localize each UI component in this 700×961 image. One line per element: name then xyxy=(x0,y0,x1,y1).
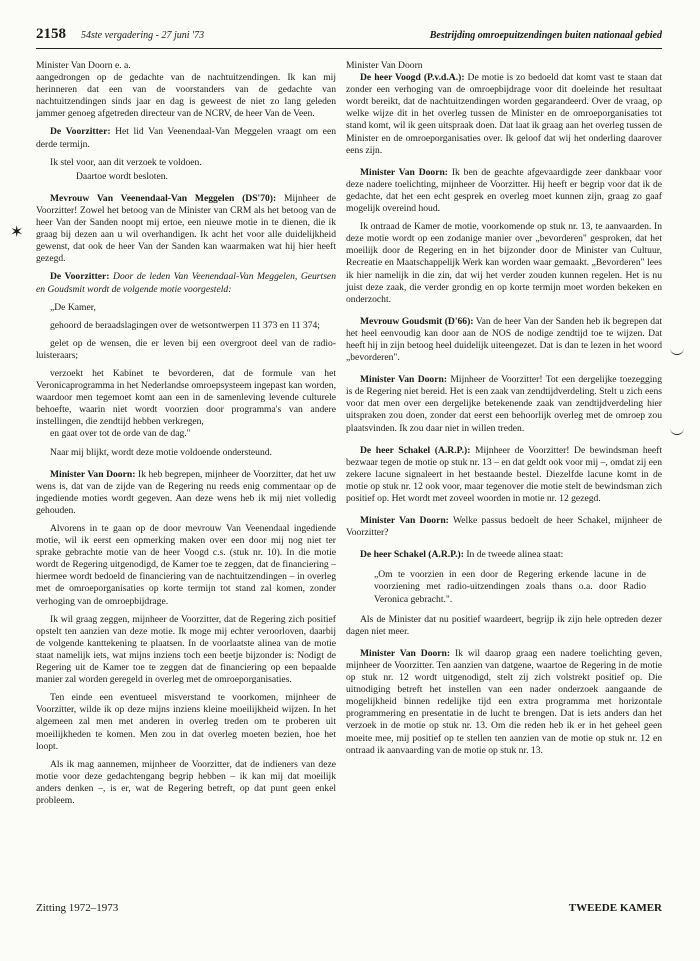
page-subject: Bestrijding omroepuitzendingen buiten nationaal gebied xyxy=(429,30,662,41)
paragraph: Als ik mag aannemen, mijnheer de Voorzitter, dat de indieners van deze motie voor deze gedachtengang begrip hebben – ik kan mij dat moeilijk anders denken –, is er, wat de Regering betreft, op dat punt geen enkel probleem. xyxy=(36,758,336,806)
margin-curve-mark xyxy=(670,428,684,435)
page-header xyxy=(36,28,662,49)
motion-line: gehoord de beraadslagingen over de wetsontwerpen 11 373 en 11 374; xyxy=(50,319,320,331)
speaker-name: De Voorzitter: xyxy=(50,271,110,283)
speaker-heading: Minister Van Doorn xyxy=(346,60,423,71)
speaker-name: De heer Schakel (A.R.P.): xyxy=(360,444,471,456)
paragraph: De heer Schakel (A.R.P.): Mijnheer de Voorzitter! De bewindsman heeft bezwaar tegen de motie op stuk nr. 13 – en dat geldt ook voor mij –, omdat zij een zekere lacune signaleert in het bestaande bestel. Diezelfde lacune komt in de motie op stuk nr. 12 ook voor, maar tegenover die motie stelt de bewindsman zich positief op. Het wordt met zoveel woorden in motie nr. 12 gezegd. xyxy=(346,444,662,504)
speaker-name: Minister Van Doorn: xyxy=(360,166,448,178)
page-number: 2158 xyxy=(36,26,66,42)
paragraph: Minister Van Doorn: Ik heb begrepen, mijnheer de Voorzitter, dat het uw wens is, dat van de zijde van de Regering nu reeds enig commentaar op de ingediende moties wordt gegeven. Aan deze wens heb ik mij niet volledig gehouden. xyxy=(36,468,336,516)
paragraph: Minister Van Doorn: Ik ben de geachte afgevaardigde zeer dankbaar voor deze nadere toelichting, mijnheer de Voorzitter. Hij heeft er begrip voor dat ik de gedachte, dat het een echt gesprek en overleg moet kunnen zijn, graag zo gaaf mogelijk overeind houd. xyxy=(346,166,662,215)
motion-line: en gaat over tot de orde van de dag." xyxy=(50,428,191,440)
paragraph: De Voorzitter: Door de leden Van Veenendaal-Van Meggelen, Geurtsen en Goudsmit wordt de volgende motie voorgesteld: xyxy=(36,271,336,295)
speaker-name: Minister Van Doorn: xyxy=(360,647,451,659)
left-column xyxy=(36,60,336,813)
speaker-name: Minister Van Doorn: xyxy=(360,374,448,386)
speaker-name: Minister Van Doorn: xyxy=(50,468,136,480)
paragraph: Mevrouw Van Veenendaal-Van Meggelen (DS'70): Mijnheer de Voorzitter! Zowel het betoog van de Minister van CRM als het betoog van de heer Van der Sanden noopt mij ertoe, een nieuwe motie in te dienen, die ik graag bij dezen aan u wil overhandigen. Ik acht het voor alle duidelijkheid gewenst, dat ook de heer Van der Sanden kan waarmaken wat hij hier heeft gezegd. xyxy=(36,192,336,265)
paragraph: Naar mij blijkt, wordt deze motie voldoende ondersteund. xyxy=(50,446,272,458)
paragraph: Als de Minister dat nu positief waardeert, begrijp ik zijn hele optreden dezer dagen niet meer. xyxy=(346,613,662,637)
speaker-heading: Minister Van Doorn e. a. xyxy=(36,60,131,71)
paragraph: Mevrouw Goudsmit (D'66): Van de heer Van der Sanden heb ik begrepen dat het heel eenvoudig kan door aan de NOS de nodige zendtijd toe te wijzen. Dat heeft hij in zijn betoog heel duidelijk uiteengezet. Dat is dan te lezen in het woord „bevorderen". xyxy=(346,315,662,364)
motion-line: verzoekt het Kabinet te bevorderen, dat de formule van het Veronicaprogramma in het Nederlandse omroepsysteem ingepast kan worden, waardoor men tegemoet komt aan een in de samenleving levende culturele behoefte, waarin niet wordt voorzien door programma's van andere instellingen, die zendtijd hebben verkregen, xyxy=(36,367,336,428)
paragraph: De Voorzitter: Het lid Van Veenendaal-Van Meggelen vraagt om een derde termijn. xyxy=(36,126,336,150)
quoted-passage: „Om te voorzien in een door de Regering erkende lacune in de voorziening met radio-uitzendingen zoals thans o.a. door Radio Veronica gebracht.". xyxy=(374,569,646,605)
speaker-name: De heer Voogd (P.v.d.A.): xyxy=(360,72,465,84)
paragraph: Daartoe wordt besloten. xyxy=(76,170,168,182)
motion-line: „De Kamer, xyxy=(50,301,96,313)
paragraph: Ik ontraad de Kamer de motie, voorkomende op stuk nr. 13, te aanvaarden. In deze motie wordt op een zodanige manier over „bevorderen" gesproken, dat het moeilijk door de Regering en in het bijzonder door de Minister van Cultuur, Recreatie en Maatschappelijk Werk kan worden waar gemaakt. „Bevorderen" lees ik hier namelijk in die zin, dat wij het verder zouden kunnen regelen. Het is nu juist deze zaak, die verder grondig en op korte termijn moet worden bekeken en onderzocht. xyxy=(346,221,662,305)
paragraph: Ik stel voor, aan dit verzoek te voldoen. xyxy=(50,156,202,168)
margin-asterisk-mark: ✶ xyxy=(10,224,24,241)
chamber-label: TWEEDE KAMER xyxy=(568,902,662,914)
paragraph: Ik wil graag zeggen, mijnheer de Voorzitter, dat de Regering zich positief opstelt ten aanzien van deze motie. Ik moge mij echter veroorloven, daarbij de volgende kanttekening te plaatsen. In de voorlaatste alinea van de motie staat namelijk iets, wat mijns inziens toch een beetje bijzonder is: Nodigt de Regering uit de Kamer toe te zeggen dat de financiering op een bepaalde manier zal worden geregeld in overleg met de omroeporganisaties. xyxy=(36,613,336,686)
paragraph: aangedrongen op de gedachte van de nachtuitzendingen. Ik kan mij herinneren dat een van de voorstanders van de gedachte van nachtuitzendingen sinds jaar en dag is geweest de niet zo lang geleden jammer genoeg afgetreden directeur van de NCRV, de heer Van de Veen. xyxy=(36,72,336,120)
right-column xyxy=(346,60,662,763)
speaker-name: De Voorzitter: xyxy=(50,126,111,138)
speaker-name: Mevrouw Goudsmit (D'66): xyxy=(360,315,474,327)
paragraph: Minister Van Doorn: Mijnheer de Voorzitter! Tot een dergelijke toezegging is de Regering niet bereid. Het is een zaak van zendtijdverdeling. Stelt u zich eens voor dat men over een dergelijke betekenende zaak van zendtijdverdeling hier uitspraken zou doen, zonder dat eerst een behoorlijk overleg met de omroep zou plaatsvinden. Ik zou daar niet in willen treden. xyxy=(346,374,662,434)
paragraph: De heer Schakel (A.R.P.): In de tweede alinea staat: xyxy=(360,549,564,561)
meeting-info: 54ste vergadering - 27 juni '73 xyxy=(81,30,205,41)
speaker-name: Minister Van Doorn: xyxy=(360,515,449,527)
paragraph: Ten einde een eventueel misverstand te voorkomen, mijnheer de Voorzitter, wilde ik op deze mijns inziens kleine moeilijkheid wijzen. In het algemeen zal men met anderen in overleg treden om te proberen uit moeilijkheden te komen. Men zou in dat overleg moeten bezien, hoe het loopt. xyxy=(36,692,336,752)
paragraph: Minister Van Doorn: Welke passus bedoelt de heer Schakel, mijnheer de Voorzitter? xyxy=(346,515,662,539)
motion-line: gelet op de wensen, die er leven bij een overgroot deel van de radio-luisteraars; xyxy=(36,337,336,361)
session-label: Zitting 1972–1973 xyxy=(36,902,119,914)
speaker-name: Mevrouw Van Veenendaal-Van Meggelen (DS'70): xyxy=(50,192,277,204)
paragraph: Minister Van Doorn: Ik wil daarop graag een nadere toelichting geven, mijnheer de Voorzitter. Ten aanzien van datgene, waartoe de Regering in de motie op stuk nr. 12 wordt uitgenodigd, stelt zij zich volstrekt positief op. Die uitnodiging betreft het instellen van een nader onderzoek aangaande de mogelijkheid binnen redelijke tijd een extra programma met horizontale programmering en presentatie in de lucht te brengen. Dat is iets anders dan het verzoek in de motie op stuk nr. 13. Om die reden heb ik er in het geheel geen moeite mee, mij positief op te stellen ten aanzien van de motie op stuk nr. 12 en ontraad ik aanvaarding van de motie op stuk nr. 13. xyxy=(346,647,662,756)
paragraph: De heer Voogd (P.v.d.A.): De motie is zo bedoeld dat komt vast te staan dat zonder een verhoging van de omroepbijdrage voor dit doeleinde het resultaat wordt bereikt, dat de nachtuitzendingen worden gegarandeerd. Over de vraag, op welke wijze dit in het overleg tussen de Minister en de omroeporganisaties tot stand komt, wil ik geen uitspraak doen. Dat laat ik graag aan het overleg tussen de Minister en de omroeporganisaties over. Ik geloof dat wij het onderling daarover eens zijn. xyxy=(346,72,662,156)
margin-curve-mark xyxy=(670,348,684,355)
paragraph: Alvorens in te gaan op de door mevrouw Van Veenendaal ingediende motie, wil ik eerst een opmerking maken over een door mij nog niet ter sprake gebrachte motie van de heer Voogd c.s. (stuk nr. 10). In die motie wordt de Regering uitgenodigd, de Kamer toe te zeggen, dat de financiering – hiermee wordt bedoeld de financiering van de nachtuitzendingen – in overleg met de omroeporganisaties op korte termijn tot stand zal komen, zonder verhoging van de omroepbijdrage. xyxy=(36,523,336,607)
speaker-name: De heer Schakel (A.R.P.): xyxy=(360,549,464,561)
